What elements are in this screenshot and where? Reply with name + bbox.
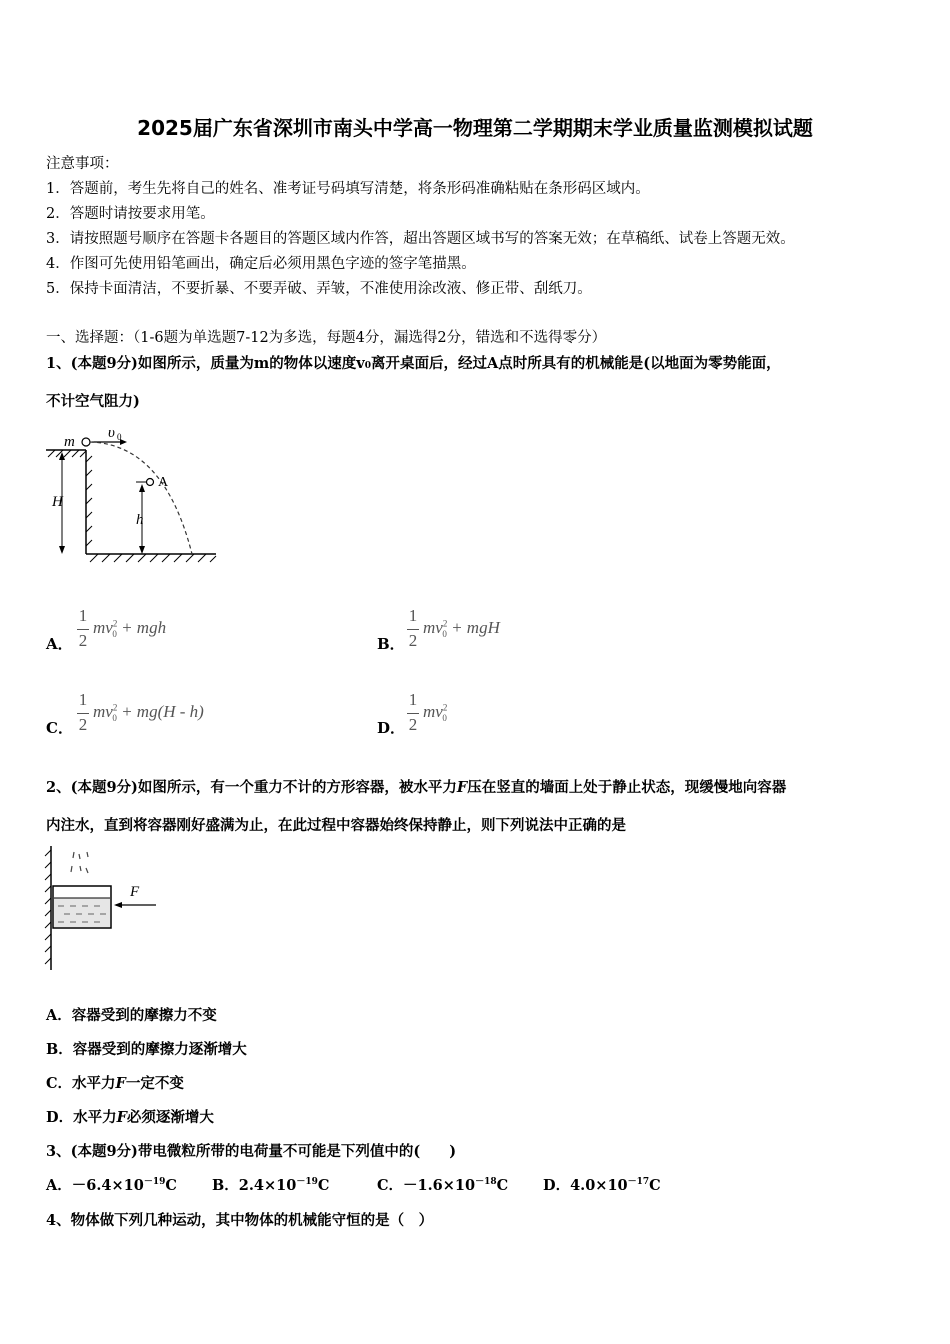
- fraction-bar: [77, 713, 89, 714]
- question-score: (本题9分): [70, 355, 138, 372]
- label-H: H: [52, 494, 63, 510]
- label-h: h: [136, 512, 144, 528]
- question-score: (本题9分): [70, 779, 138, 796]
- label-v0-sub: 0: [117, 432, 122, 442]
- option-A-expression: $mv^2_0$ + mgh: [93, 618, 167, 640]
- question-text: 如图所示，有一个重力不计的方形容器，被水平力: [137, 779, 457, 796]
- var-v-sub: 0: [364, 361, 371, 371]
- option-C-label: C．: [46, 719, 73, 737]
- q1-figure: [44, 424, 219, 569]
- wall-hatch: [45, 850, 51, 964]
- fraction-bar: [407, 629, 419, 630]
- question-text: 如图所示，质量为: [137, 355, 254, 372]
- q2-option-B: B．容器受到的摩擦力逐渐增大: [46, 1041, 247, 1058]
- option-A-label: A．: [46, 635, 73, 653]
- h-arrow-up: [139, 484, 145, 492]
- trajectory-path: [90, 442, 192, 554]
- water-fill: [54, 898, 110, 927]
- q3-option-B: B．$2.4\times 10^{-19}C$: [212, 1177, 330, 1194]
- question-1-line-1: [46, 352, 781, 373]
- fraction-bar: [407, 713, 419, 714]
- option-D-expression: $mv^2_0$: [423, 702, 448, 724]
- section-heading: 一、选择题：（1-6题为单选题7-12为多选，每题4分，漏选得2分，错选和不选得零分）: [46, 330, 607, 346]
- ball-m: [82, 438, 90, 446]
- fraction-numerator: 1: [78, 606, 88, 625]
- option-D-label: D．: [377, 719, 406, 737]
- notice-item: 3．请按照题号顺序在答题卡各题目的答题区域内作答，超出答题区域书写的答案无效；在草稿纸、试卷上答题无效。: [46, 231, 795, 247]
- q3-option-D: D．$4.0\times 10^{-17}C$: [543, 1177, 661, 1194]
- var-A: A: [486, 355, 499, 372]
- fraction-bar: [77, 629, 89, 630]
- label-F: F: [130, 884, 140, 900]
- option-B-expression: $mv^2_0$ + mgH: [423, 618, 500, 640]
- fraction-numerator: 1: [408, 606, 418, 625]
- question-text: 点时所具有的机械能是(以地面为零势能面，: [498, 355, 781, 372]
- ground-hatch: [90, 554, 216, 562]
- q2-option-A: A．容器受到的摩擦力不变: [46, 1007, 217, 1024]
- notice-item: 2．答题时请按要求用笔。: [46, 206, 215, 222]
- fraction-denominator: 2: [408, 715, 418, 734]
- page-title: 2025届广东省深圳市南头中学高一物理第二学期期末学业质量监测模拟试题: [137, 116, 813, 140]
- notice-item: 1．答题前，考生先将自己的姓名、准考证号码填写清楚，将条形码准确粘贴在条形码区域内。: [46, 181, 650, 197]
- question-2-line-2: 内注水，直到将容器刚好盛满为止，在此过程中容器始终保持静止，则下列说法中正确的是: [46, 817, 626, 834]
- question-3-line: 3、(本题9分)带电微粒所带的电荷量不可能是下列值中的( ): [46, 1143, 457, 1160]
- var-v: v: [356, 355, 365, 372]
- h-arrow-down: [139, 546, 145, 554]
- water-drops: [71, 852, 88, 873]
- fraction-numerator: 1: [78, 690, 88, 709]
- q2-option-D: D．水平力F必须逐渐增大: [46, 1109, 214, 1126]
- question-text: 离开桌面后，经过: [370, 355, 487, 372]
- notice-heading: 注意事项：: [46, 156, 119, 172]
- q2-option-C: C．水平力F一定不变: [46, 1075, 184, 1092]
- label-A: A: [158, 475, 169, 490]
- q3-option-C: C．$-1.6\times 10^{-18}C$: [377, 1177, 509, 1194]
- fraction-denominator: 2: [408, 631, 418, 650]
- var-F: F: [456, 779, 468, 796]
- q3-option-A: A．$-6.4\times 10^{-19}C$: [46, 1177, 177, 1194]
- notice-item: 5．保持卡面清洁，不要折暴、不要弄破、弄皱，不准使用涂改液、修正带、刮纸刀。: [46, 281, 592, 297]
- question-text: 压在竖直的墙面上处于静止状态，现缓慢地向容器: [467, 779, 787, 796]
- q2-figure: [42, 844, 167, 974]
- option-C-expression: $mv^2_0 + mg(H - h)$: [93, 702, 204, 724]
- question-number: 1、: [46, 355, 71, 372]
- question-text: 的物体以速度: [269, 355, 357, 372]
- option-B-label: B．: [377, 635, 405, 653]
- force-arrowhead: [114, 902, 122, 908]
- var-m: m: [253, 355, 270, 372]
- fraction-denominator: 2: [78, 715, 88, 734]
- H-arrow-down: [59, 546, 65, 554]
- label-v0: υ: [108, 425, 115, 441]
- fraction-denominator: 2: [78, 631, 88, 650]
- fraction-numerator: 1: [408, 690, 418, 709]
- question-1-line-2: 不计空气阻力): [46, 393, 140, 410]
- notice-item: 4．作图可先使用铅笔画出，确定后必须用黑色字迹的签字笔描黑。: [46, 256, 476, 272]
- question-2-line-1: [46, 776, 786, 797]
- point-A: [147, 479, 154, 486]
- label-m: m: [64, 434, 75, 450]
- question-4-line: 4、物体做下列几种运动，其中物体的机械能守恒的是（ ）: [46, 1212, 434, 1229]
- question-number: 2、: [46, 779, 71, 796]
